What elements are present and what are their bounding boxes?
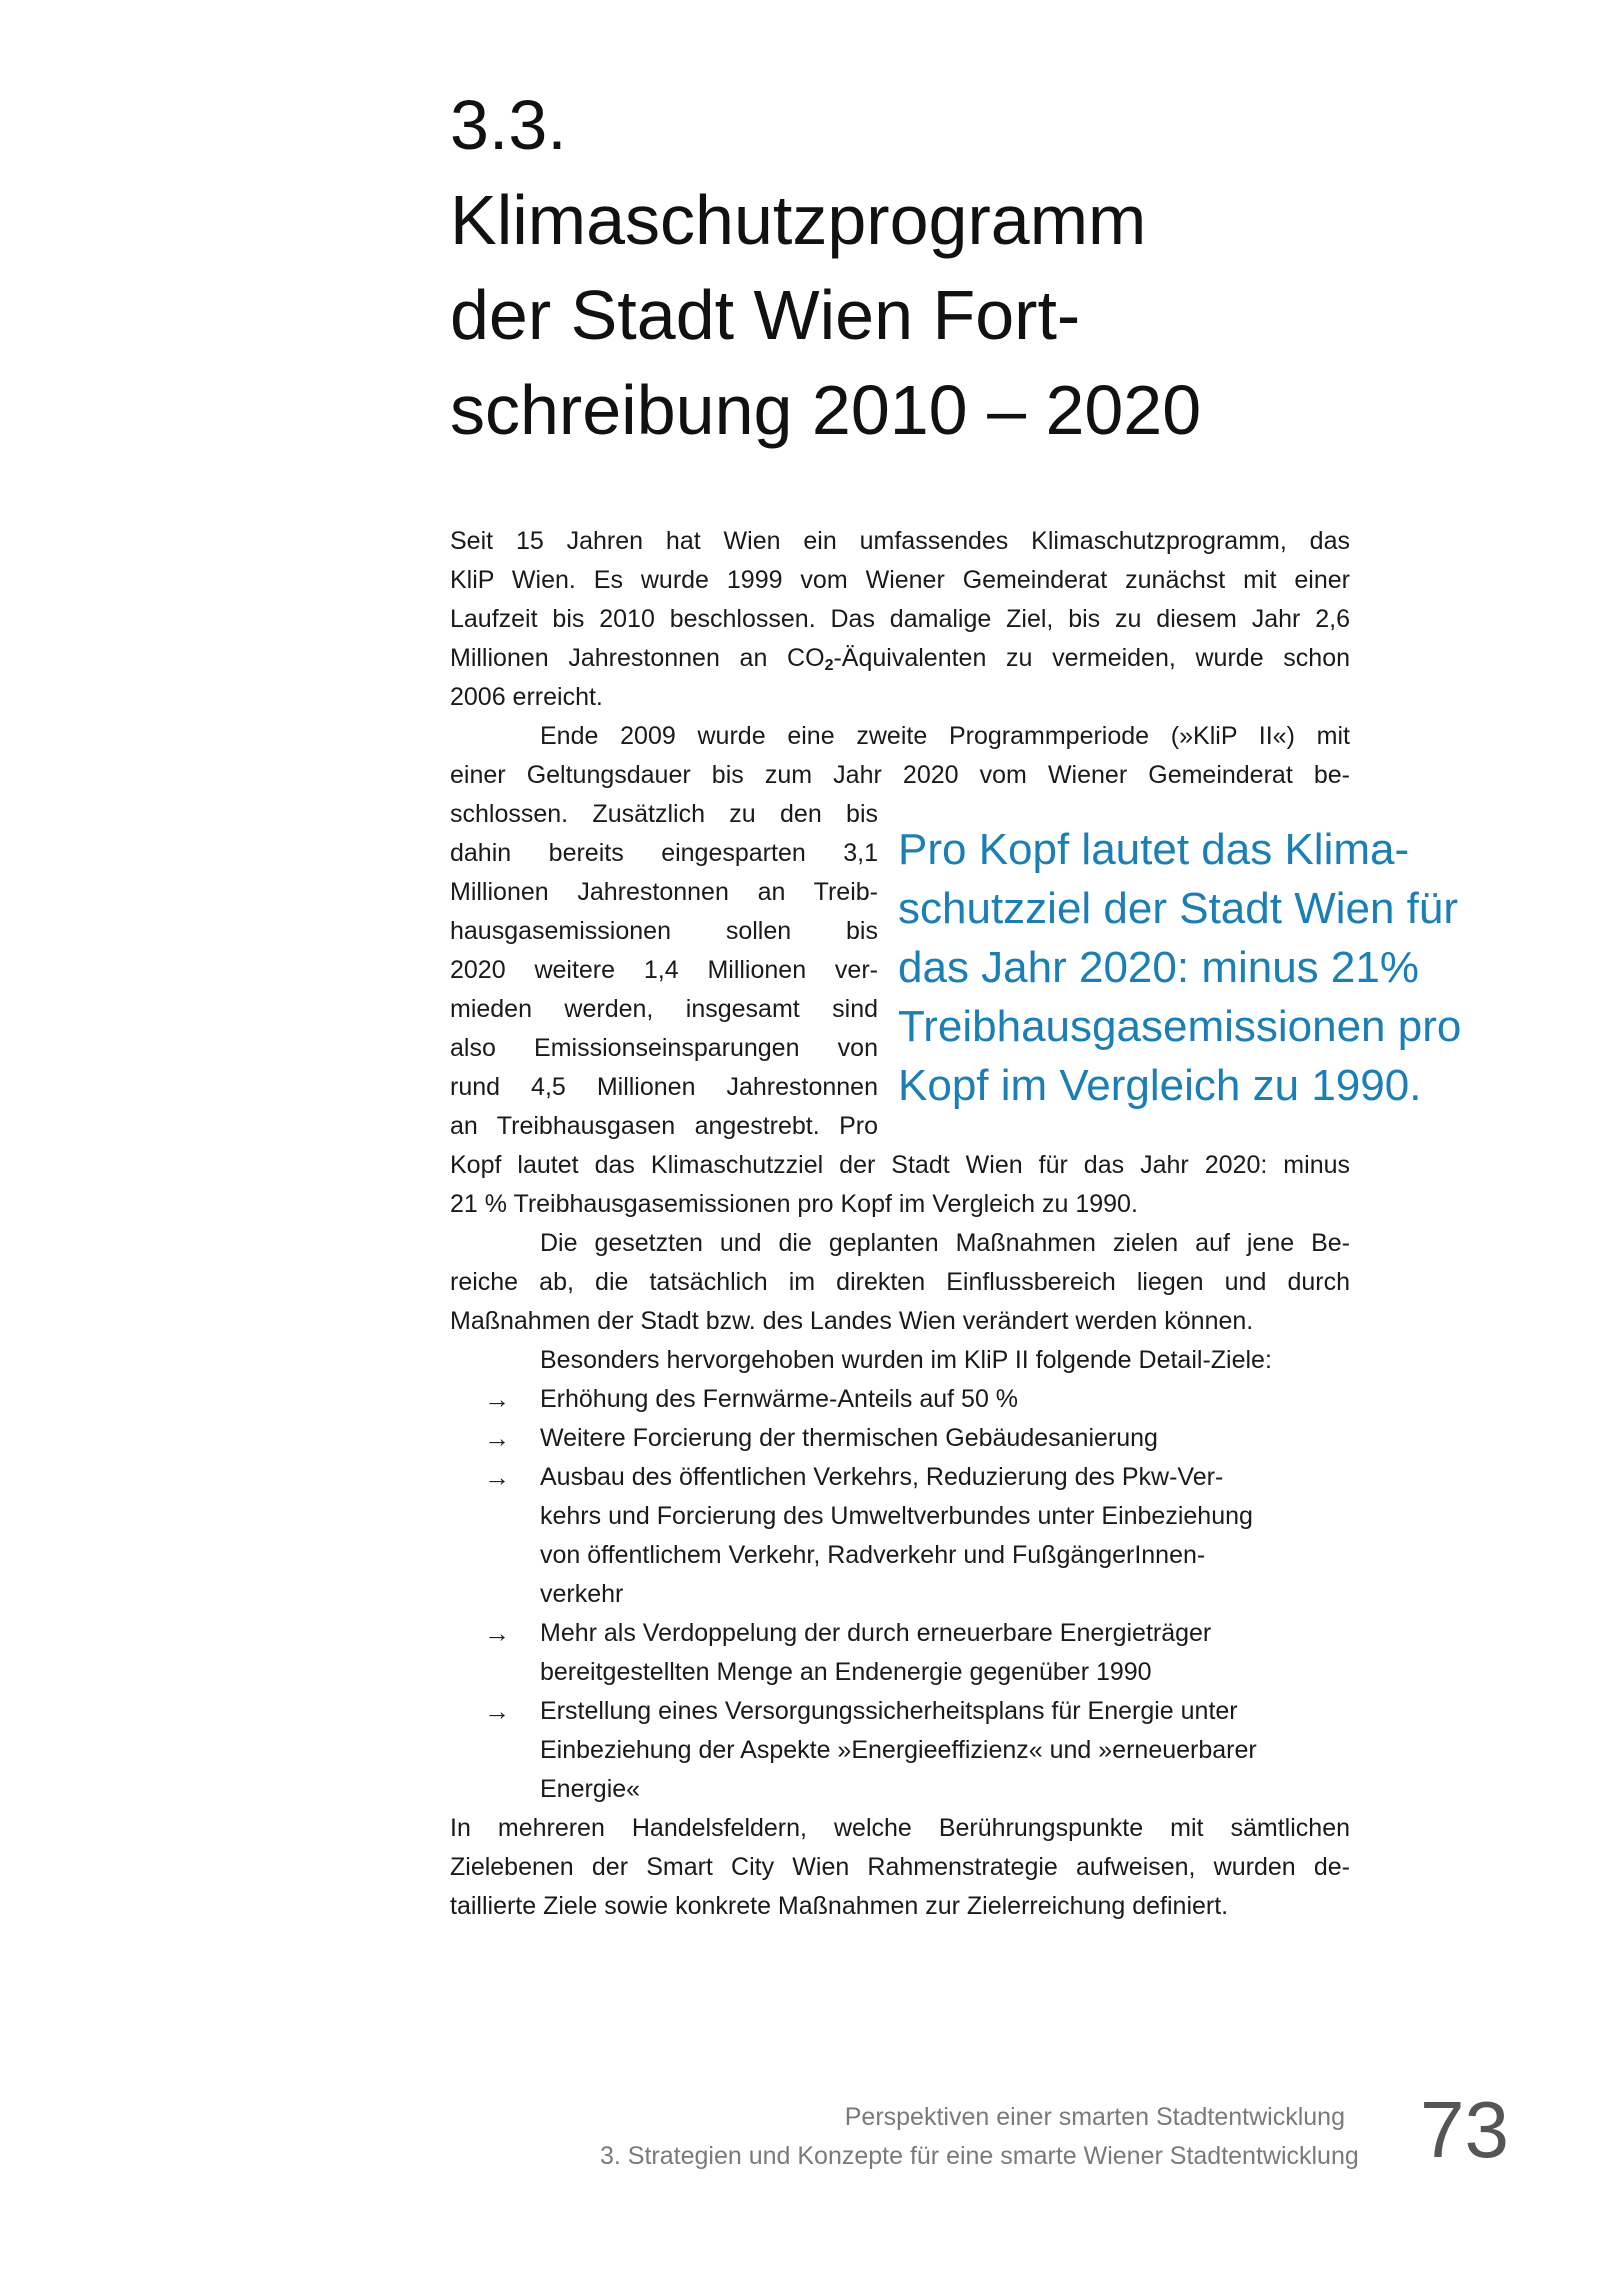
arrow-right-icon: → [484, 1462, 510, 1492]
text-line: rund 4,5 Millionen Jahrestonnen [450, 1073, 878, 1101]
text-line: also Emissionseinsparungen von [450, 1034, 878, 1062]
text-line: 2020 weitere 1,4 Millionen ver- [450, 956, 878, 984]
pull-quote-line: Treibhausgasemissionen pro [898, 1002, 1462, 1051]
paragraph-conclusion [450, 1809, 1350, 1926]
text-line: 21 % Treibhausgasemissionen pro Kopf im Vergleich zu 1990. [450, 1190, 1138, 1218]
running-footer [600, 2098, 1359, 2176]
goal-text-line: Energie« [540, 1775, 641, 1803]
paragraph-klip2 [450, 717, 1350, 795]
heading-line: der Stadt Wien Fort- [450, 276, 1081, 354]
text-line: Maßnahmen der Stadt bzw. des Landes Wien verändert werden können. [450, 1307, 1254, 1335]
text-line: einer Geltungsdauer bis zum Jahr 2020 vom Wiener Gemeinderat be- [450, 761, 1350, 789]
goal-text-line: Erhöhung des Fernwärme-Anteils auf 50 % [540, 1385, 1019, 1413]
text-fragment: Millionen Jahrestonnen an CO [450, 644, 825, 672]
arrow-right-icon: → [484, 1696, 510, 1726]
footer-chapter: 3. Strategien und Konzepte für eine smarte Wiener Stadtentwicklung [600, 2142, 1359, 2170]
goal-list-item [450, 1692, 1350, 1809]
pull-quote-line: Kopf im Vergleich zu 1990. [898, 1061, 1422, 1110]
goal-text-line: bereitgestellten Menge an Endenergie gegenüber 1990 [540, 1658, 1152, 1686]
text-fragment: -Äquivalenten zu vermeiden, wurde schon [833, 644, 1350, 672]
arrow-right-icon: → [484, 1423, 510, 1453]
goal-text-line: Erstellung eines Versorgungssicherheitsplans für Energie unter [540, 1697, 1238, 1725]
text-line: schlossen. Zusätzlich zu den bis [450, 800, 878, 828]
paragraph-measures [450, 1224, 1350, 1341]
text-line: Laufzeit bis 2010 beschlossen. Das damalige Ziel, bis zu diesem Jahr 2,6 [450, 605, 1350, 633]
arrow-right-icon: → [484, 1618, 510, 1648]
text-line: Besonders hervorgehoben wurden im KliP II folgende Detail-Ziele: [540, 1346, 1272, 1374]
text-line: Zielebenen der Smart City Wien Rahmenstrategie aufweisen, wurden de- [450, 1853, 1350, 1881]
paragraph-goals-intro [450, 1341, 1350, 1380]
text-line: reiche ab, die tatsächlich im direkten Einflussbereich liegen und durch [450, 1268, 1350, 1296]
goal-list-item [450, 1458, 1350, 1614]
section-number: 3.3. [450, 86, 567, 164]
text-line: mieden werden, insgesamt sind [450, 995, 878, 1023]
text-line: KliP Wien. Es wurde 1999 vom Wiener Gemeinderat zunächst mit einer [450, 566, 1350, 594]
goal-text-line: verkehr [540, 1580, 624, 1608]
goal-text-line: von öffentlichem Verkehr, Radverkehr und FußgängerInnen- [540, 1541, 1206, 1569]
pull-quote [898, 820, 1518, 1115]
heading-line: schreibung 2010 – 2020 [450, 371, 1202, 449]
text-line: Seit 15 Jahren hat Wien ein umfassendes Klimaschutzprogramm, das [450, 527, 1350, 555]
section-heading [450, 78, 1350, 458]
pull-quote-line: schutzziel der Stadt Wien für [898, 884, 1459, 933]
text-line [450, 639, 1350, 678]
paragraph-intro [450, 522, 1350, 717]
subscript: 2 [824, 657, 834, 674]
arrow-right-icon: → [484, 1384, 510, 1414]
text-line: In mehreren Handelsfeldern, welche Berührungspunkte mit sämtlichen [450, 1814, 1350, 1842]
heading-line: Klimaschutzprogramm [450, 181, 1147, 259]
text-line: Millionen Jahrestonnen an Treib- [450, 878, 878, 906]
text-line: Die gesetzten und die geplanten Maßnahmen zielen auf jene Be- [540, 1229, 1350, 1257]
footer-title: Perspektiven einer smarten Stadtentwicklung [844, 2103, 1345, 2131]
paragraph-klip2-end [450, 1146, 1350, 1224]
text-line: Ende 2009 wurde eine zweite Programmperiode (»KliP II«) mit [540, 722, 1350, 750]
goal-text-line: Ausbau des öffentlichen Verkehrs, Reduzierung des Pkw-Ver- [540, 1463, 1224, 1491]
text-line: hausgasemissionen sollen bis [450, 917, 878, 945]
text-line: an Treibhausgasen angestrebt. Pro [450, 1112, 878, 1140]
pull-quote-line: das Jahr 2020: minus 21% [898, 943, 1419, 992]
goal-text-line: kehrs und Forcierung des Umweltverbundes unter Einbeziehung [540, 1502, 1253, 1530]
text-line: taillierte Ziele sowie konkrete Maßnahmen zur Zielerreichung definiert. [450, 1892, 1229, 1920]
text-line: dahin bereits eingesparten 3,1 [450, 839, 878, 867]
text-line: 2006 erreicht. [450, 683, 603, 711]
goal-text-line: Mehr als Verdoppelung der durch erneuerbare Energieträger [540, 1619, 1212, 1647]
goal-list-item [450, 1419, 1350, 1458]
paragraph-klip2-narrow [450, 795, 878, 1146]
goal-list-item [450, 1614, 1350, 1692]
page-number: 73 [1420, 2085, 1509, 2174]
pull-quote-line: Pro Kopf lautet das Klima- [898, 825, 1410, 874]
goal-text-line: Weitere Forcierung der thermischen Gebäudesanierung [540, 1424, 1158, 1452]
goals-list [450, 1380, 1350, 1809]
goal-text-line: Einbeziehung der Aspekte »Energieeffizienz« und »erneuerbarer [540, 1736, 1257, 1764]
goal-list-item [450, 1380, 1350, 1419]
text-line: Kopf lautet das Klimaschutzziel der Stadt Wien für das Jahr 2020: minus [450, 1151, 1350, 1179]
